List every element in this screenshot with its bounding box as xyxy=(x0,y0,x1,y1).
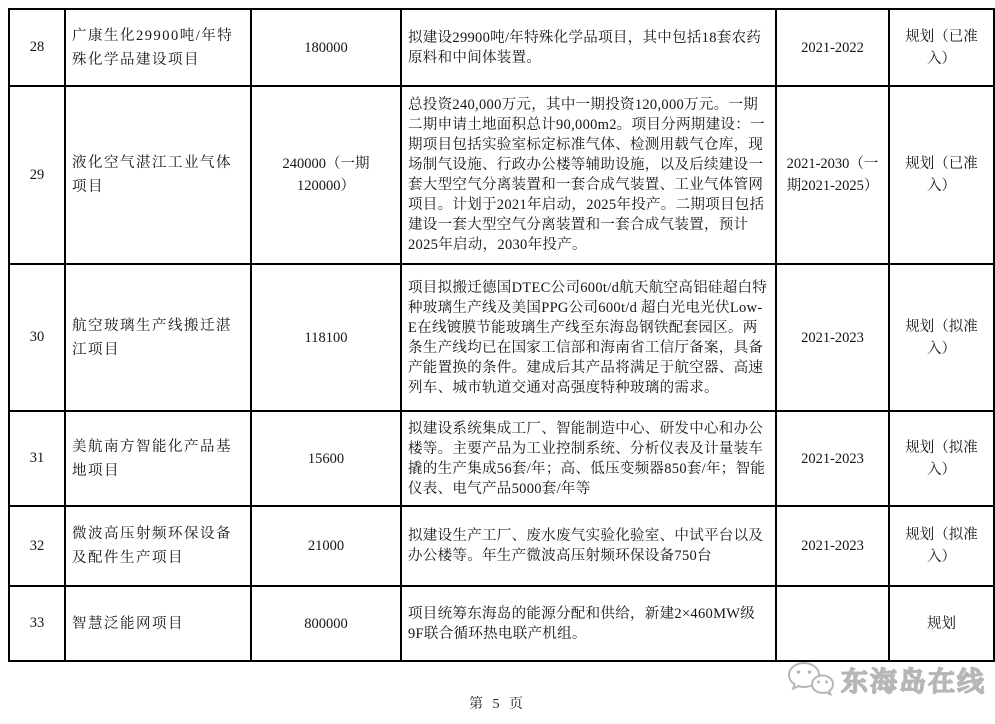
table-row xyxy=(9,264,994,411)
cell-project-name: 微波高压射频环保设备及配件生产项目 xyxy=(65,506,251,586)
page-number: 第 5 页 xyxy=(469,697,526,712)
projects-table xyxy=(8,8,995,662)
cell-number: 33 xyxy=(9,586,65,661)
cell-years: 2021-2023 xyxy=(776,264,889,411)
cell-project-name: 液化空气湛江工业气体项目 xyxy=(65,86,251,264)
cell-number: 32 xyxy=(9,506,65,586)
cell-description: 项目统筹东海岛的能源分配和供给，新建2×460MW级9F联合循环热电联产机组。 xyxy=(401,586,776,661)
cell-status: 规划（已准入） xyxy=(889,9,994,86)
cell-investment: 15600 xyxy=(251,411,401,506)
cell-description: 拟建设生产工厂、废水废气实验化验室、中试平台以及办公楼等。年生产微波高压射频环保设备750台 xyxy=(401,506,776,586)
watermark-text: 东海岛在线 xyxy=(841,666,986,697)
cell-years: 2021-2022 xyxy=(776,9,889,86)
cell-years xyxy=(776,586,889,661)
cell-status: 规划（已准入） xyxy=(889,86,994,264)
cell-status: 规划 xyxy=(889,586,994,661)
cell-number: 28 xyxy=(9,9,65,86)
cell-project-name: 广康生化29900吨/年特殊化学品建设项目 xyxy=(65,9,251,86)
cell-project-name: 航空玻璃生产线搬迁湛江项目 xyxy=(65,264,251,411)
cell-number: 31 xyxy=(9,411,65,506)
table-row xyxy=(9,506,994,586)
table-row xyxy=(9,586,994,661)
cell-status: 规划（拟准入） xyxy=(889,506,994,586)
cell-years: 2021-2030（一期2021-2025） xyxy=(776,86,889,264)
cell-investment: 21000 xyxy=(251,506,401,586)
cell-description: 项目拟搬迁德国DTEC公司600t/d航天航空高铝硅超白特种玻璃生产线及美国PPG公司600t/d 超白光电光伏Low-E在线镀膜节能玻璃生产线至东海岛钢铁配套园区。两条生产线均已在国家工信部和海南省工信厅备案，具备产能置换的条件。建成后其产品将满足于航空器、高速列车、城市轨道交通对高强度特种玻璃的需求。 xyxy=(401,264,776,411)
cell-project-name: 美航南方智能化产品基地项目 xyxy=(65,411,251,506)
cell-description: 拟建设29900吨/年特殊化学品项目，其中包括18套农药原料和中间体装置。 xyxy=(401,9,776,86)
cell-description: 拟建设系统集成工厂、智能制造中心、研发中心和办公楼等。主要产品为工业控制系统、分析仪表及计量装车撬的生产集成56套/年；高、低压变频器850套/年；智能仪表、电气产品5000套/年等 xyxy=(401,411,776,506)
cell-number: 30 xyxy=(9,264,65,411)
cell-investment: 180000 xyxy=(251,9,401,86)
cell-description: 总投资240,000万元，其中一期投资120,000万元。一期二期申请土地面积总计90,000m2。项目分两期建设：一期项目包括实验室标定标准气体、检测用载气仓库，现场制气设施、行政办公楼等辅助设施，以及后续建设一套大型空气分离装置和一套合成气装置、工业气体管网项目。计划于2021年启动，2025年投产。二期项目包括建设一套大型空气分离装置和一套合成气装置，预计2025年启动，2030年投产。 xyxy=(401,86,776,264)
table-row xyxy=(9,411,994,506)
table-row xyxy=(9,86,994,264)
cell-project-name: 智慧泛能网项目 xyxy=(65,586,251,661)
cell-status: 规划（拟准入） xyxy=(889,264,994,411)
table-row xyxy=(9,9,994,86)
cell-investment: 800000 xyxy=(251,586,401,661)
cell-investment: 240000（一期 120000） xyxy=(251,86,401,264)
cell-years: 2021-2023 xyxy=(776,506,889,586)
cell-years: 2021-2023 xyxy=(776,411,889,506)
cell-number: 29 xyxy=(9,86,65,264)
cell-status: 规划（拟准入） xyxy=(889,411,994,506)
cell-investment: 118100 xyxy=(251,264,401,411)
